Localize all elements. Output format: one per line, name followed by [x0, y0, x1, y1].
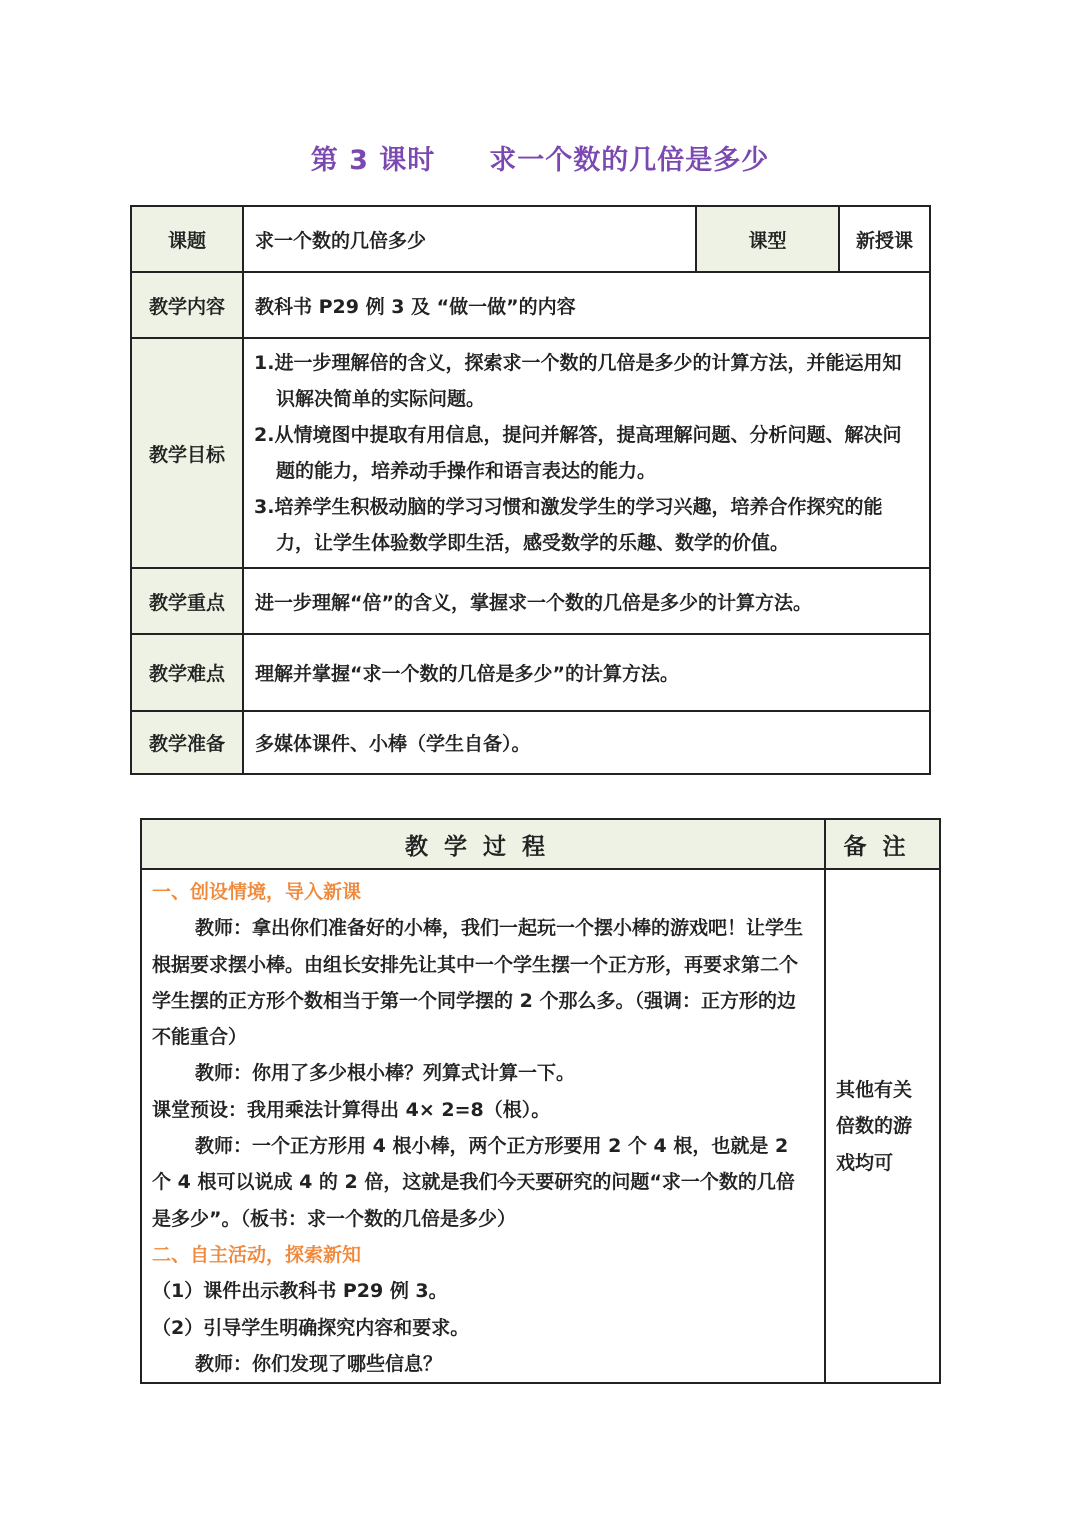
- process-header-row: [141, 819, 940, 869]
- lesson-title: [0, 138, 1080, 177]
- notes-header: 备注: [825, 819, 940, 869]
- difficulty-row: [131, 634, 930, 711]
- goal-item: 3.培养学生积极动脑的学习习惯和激发学生的学习兴趣，培养合作探究的能力，让学生体验数学即生活，感受数学的乐趣、数学的价值。: [254, 496, 883, 554]
- process-header: 教学过程: [141, 819, 825, 869]
- goals-row: [131, 338, 930, 568]
- topic-label: 课题: [131, 206, 243, 272]
- prep-row: [131, 711, 930, 774]
- teaching-process-table: [140, 818, 941, 1384]
- process-line: 教师：你们发现了哪些信息？: [195, 1352, 443, 1375]
- goal-item: 1.进一步理解倍的含义，探索求一个数的几倍是多少的计算方法，并能运用知识解决简单的实际问题。: [254, 352, 902, 410]
- lesson-info-table: [130, 205, 931, 775]
- goal-item: 2.从情境图中提取有用信息，提问并解答，提高理解问题、分析问题、解决问题的能力，培养动手操作和语言表达的能力。: [254, 424, 902, 482]
- process-body-row: [141, 869, 940, 1383]
- goals-cell: [243, 338, 930, 568]
- process-line: 教师：拿出你们准备好的小棒，我们一起玩一个摆小棒的游戏吧！让学生根据要求摆小棒。由组长安排先让其中一个学生摆一个正方形，再要求第二个学生摆的正方形个数相当于第一个同学摆的 2 个那么多。（强调：正方形的边不能重合）: [152, 917, 804, 1049]
- goals-list: [244, 339, 929, 567]
- key-label: 教学重点: [131, 568, 243, 634]
- section-2-title: 二、自主活动，探索新知: [152, 1243, 362, 1266]
- type-value: 新授课: [839, 206, 930, 272]
- notes-cell: [825, 869, 940, 1383]
- process-body: [141, 869, 825, 1383]
- process-line: （2）引导学生明确探究内容和要求。: [152, 1316, 470, 1339]
- goals-label: 教学目标: [131, 338, 243, 568]
- difficulty-label: 教学难点: [131, 634, 243, 711]
- difficulty-value: 理解并掌握“求一个数的几倍是多少”的计算方法。: [243, 634, 930, 711]
- prep-value: 多媒体课件、小棒（学生自备）。: [243, 711, 930, 774]
- prep-label: 教学准备: [131, 711, 243, 774]
- type-label: 课型: [696, 206, 839, 272]
- content-label: 教学内容: [131, 272, 243, 338]
- process-line: 课堂预设：我用乘法计算得出 4× 2=8（根）。: [152, 1098, 551, 1121]
- content-value: 教科书 P29 例 3 及 “做一做”的内容: [243, 272, 930, 338]
- lesson-number: 第 3 课时: [310, 145, 436, 176]
- key-value: 进一步理解“倍”的含义，掌握求一个数的几倍是多少的计算方法。: [243, 568, 930, 634]
- process-line: 教师：一个正方形用 4 根小棒，两个正方形要用 2 个 4 根，也就是 2 个 4 根可以说成 4 的 2 倍，这就是我们今天要研究的问题“求一个数的几倍是多少”。（板书：求一个数的几倍是多少）: [152, 1135, 795, 1230]
- topic-value: 求一个数的几倍多少: [243, 206, 696, 272]
- section-1-title: 一、创设情境，导入新课: [152, 881, 362, 903]
- topic-row: [131, 206, 930, 272]
- lesson-topic: 求一个数的几倍是多少: [489, 145, 770, 176]
- key-row: [131, 568, 930, 634]
- process-line: 教师：你用了多少根小棒？列算式计算一下。: [195, 1062, 576, 1085]
- content-row: [131, 272, 930, 338]
- note-text: 其他有关倍数的游戏均可: [836, 1079, 913, 1174]
- process-line: （1）课件出示教科书 P29 例 3。: [152, 1280, 448, 1303]
